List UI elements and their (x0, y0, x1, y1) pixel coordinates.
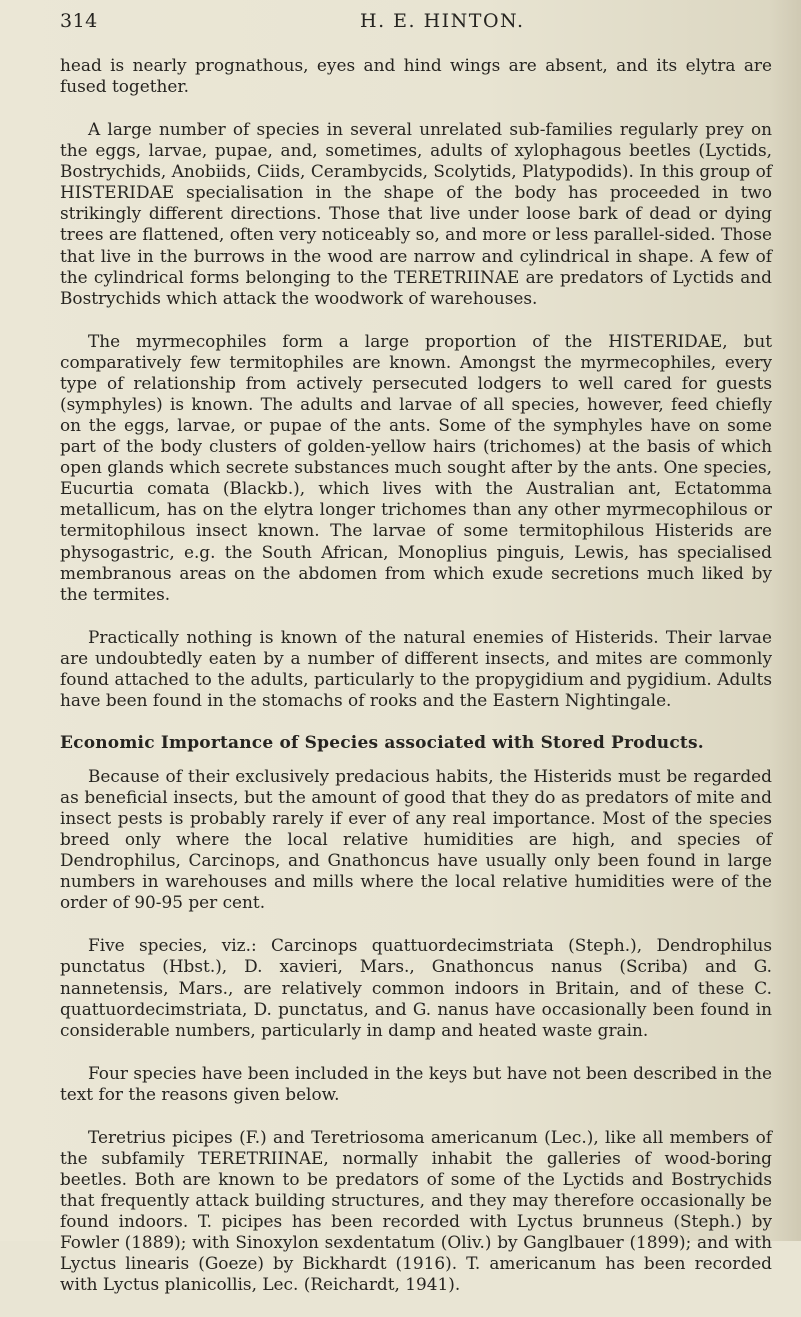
paragraph: Because of their exclusively predacious habits, the Histerids must be regarded as beneficial insects, but the amount of good that they do as predators of mite and insect pests is probably rarely if ever of any real importance. Most of the species breed only where the local relative humidities are high, and species of Dendrophilus, Carcinops, and Gnathoncus have usually only been found in large numbers in warehouses and mills where the local relative humidities were of the order of 90-95 per cent. (60, 765, 772, 913)
paragraph: The myrmecophiles form a large proportion of the HISTERIDAE, but comparatively few termitophiles are known. Amongst the myrmecophiles, every type of relationship from actively persecuted lodgers to well cared for guests (symphyles) is known. The adults and larvae of all species, however, feed chiefly on the eggs, larvae, or pupae of the ants. Some of the symphyles have on some part of the body clusters of golden-yellow hairs (trichomes) at the basis of which open glands which secrete substances much sought after by the ants. One species, Eucurtia comata (Blackb.), which lives with the Australian ant, Ectatomma metallicum, has on the elytra longer trichomes than any other myrmecophilous or termitophilous insect known. The larvae of some termitophilous Histerids are physogastric, e.g. the South African, Monoplius pinguis, Lewis, has specialised membranous areas on the abdomen from which exude secretions much liked by the termites. (60, 330, 772, 604)
page-header (60, 10, 760, 38)
page-number: 314 (60, 10, 98, 32)
paragraph: Teretrius picipes (F.) and Teretriosoma americanum (Lec.), like all members of the subfamily TERETRIINAE, normally inhabit the galleries of wood-boring beetles. Both are known to be predators of some of the Lyctids and Bostrychids that frequently attack building structures, and they may therefore occasionally be found indoors. T. picipes has been recorded with Lyctus brunneus (Steph.) by Fowler (1889); with Sinoxylon sexdentatum (Oliv.) by Ganglbauer (1899); and with Lyctus linearis (Goeze) by Bickhardt (1916). T. americanum has been recorded with Lyctus planicollis, Lec. (Reichardt, 1941). (60, 1126, 772, 1295)
paragraph: head is nearly prognathous, eyes and hind wings are absent, and its elytra are fused together. (60, 55, 772, 97)
running-head: H. E. HINTON. (360, 10, 525, 32)
section-heading: Economic Importance of Species associated with Stored Products. (60, 732, 704, 753)
paragraph: Practically nothing is known of the natural enemies of Histerids. Their larvae are undoubtedly eaten by a number of different insects, and mites are commonly found attached to the adults, particularly to the propygidium and pygidium. Adults have been found in the stomachs of rooks and the Eastern Nightingale. (60, 626, 772, 710)
paragraph: Four species have been included in the keys but have not been described in the text for the reasons given below. (60, 1062, 772, 1104)
paragraph: Five species, viz.: Carcinops quattuordecimstriata (Steph.), Dendrophilus punctatus (Hbst.), D. xavieri, Mars., Gnathoncus nanus (Scriba) and G. nannetensis, Mars., are relatively common indoors in Britain, and of these C. quattuordecimstriata, D. punctatus, and G. nanus have occasionally been found in considerable numbers, particularly in damp and heated waste grain. (60, 935, 772, 1040)
body-text (60, 55, 772, 1317)
paragraph: A large number of species in several unrelated sub-families regularly prey on the eggs, larvae, pupae, and, sometimes, adults of xylophagous beetles (Lyctids, Bostrychids, Anobiids, Ciids, Cerambycids, Scolytids, Platypodids). In this group of HISTERIDAE specialisation in the shape of the body has proceeded in two strikingly different directions. Those that live under loose bark of dead or dying trees are flattened, often very noticeably so, and more or less parallel-sided. Those that live in the burrows in the wood are narrow and cylindrical in shape. A few of the cylindrical forms belonging to the TERETRIINAE are predators of Lyctids and Bostrychids which attack the woodwork of warehouses. (60, 118, 772, 308)
